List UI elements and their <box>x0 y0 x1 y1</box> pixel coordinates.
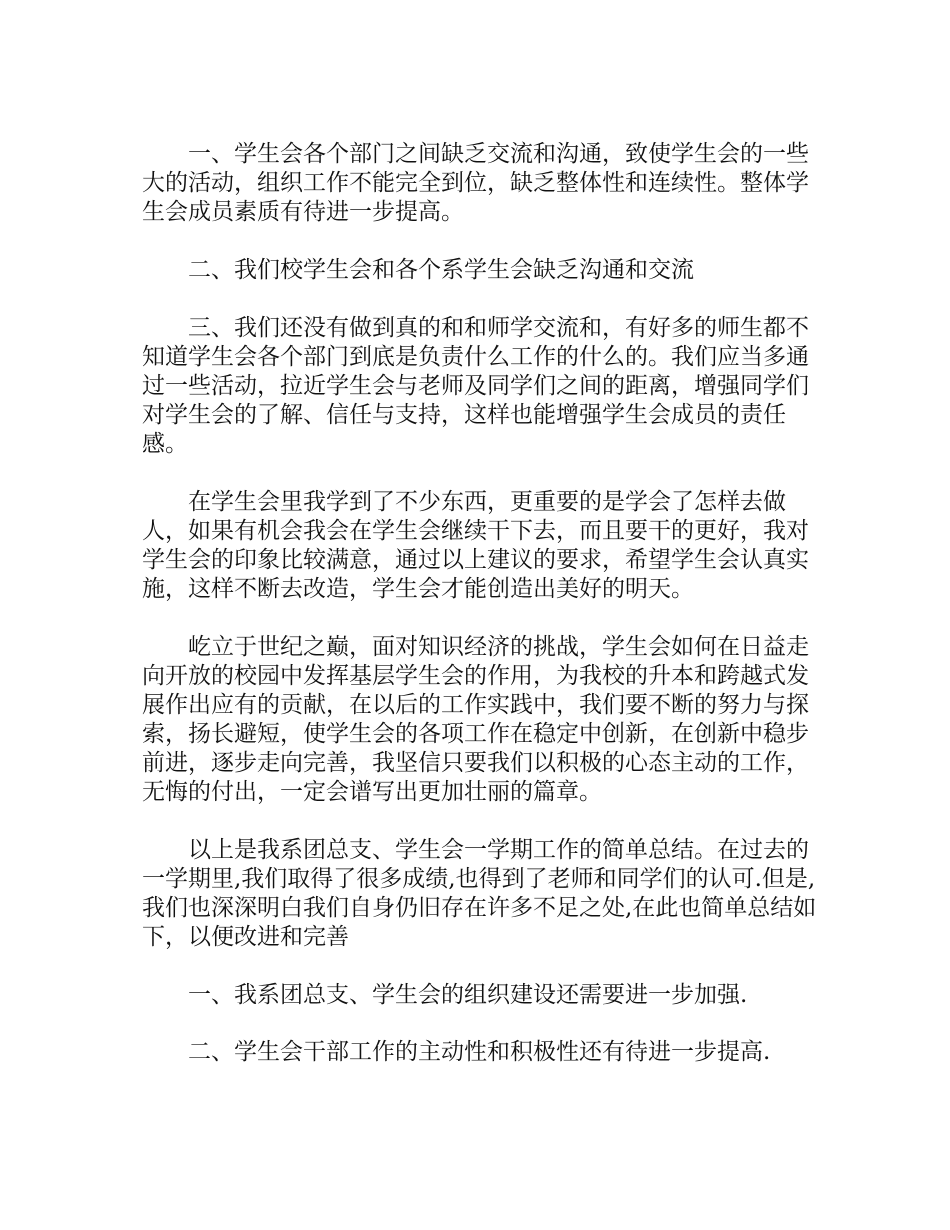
paragraph-2: 二、我们校学生会和各个系学生会缺乏沟通和交流 <box>188 257 694 283</box>
paragraph-7: 一、我系团总支、学生会的组织建设还需要进一步加强. <box>188 982 748 1008</box>
paragraph-8: 二、学生会干部工作的主动性和积极性还有待进一步提高. <box>188 1039 771 1065</box>
paragraph-3: 三、我们还没有做到真的和和师学交流和，有好多的师生都不知道学生会各个部门到底是负责什么工作的什么的。我们应当多通过一些活动，拉近学生会与老师及同学们之间的距离，增强同学们对学生会的了解、信任与支持，这样也能增强学生会成员的责任感。 <box>142 315 809 457</box>
paragraph-6: 以上是我系团总支、学生会一学期工作的简单总结。在过去的一学期里,我们取得了很多成绩,也得到了老师和同学们的认可.但是,我们也深深明白我们自身仍旧存在许多不足之处,在此也简单总结如下，以便改进和完善 <box>142 837 817 950</box>
paragraph-1: 一、学生会各个部门之间缺乏交流和沟通，致使学生会的一些大的活动，组织工作不能完全到位，缺乏整体性和连续性。整体学生会成员素质有待进一步提高。 <box>142 141 809 225</box>
paragraph-4: 在学生会里我学到了不少东西，更重要的是学会了怎样去做人，如果有机会我会在学生会继续干下去，而且要干的更好，我对学生会的印象比较满意，通过以上建议的要求，希望学生会认真实施，这样不断去改造，学生会才能创造出美好的明天。 <box>142 489 809 602</box>
document-body <box>142 140 830 1067</box>
paragraph-5: 屹立于世纪之巅，面对知识经济的挑战，学生会如何在日益走向开放的校园中发挥基层学生会的作用，为我校的升本和跨越式发展作出应有的贡献，在以后的工作实践中，我们要不断的努力与探索，扬长避短，使学生会的各项工作在稳定中创新，在创新中稳步前进，逐步走向完善，我坚信只要我们以积极的心态主动的工作，无悔的付出，一定会谱写出更加壮丽的篇章。 <box>142 634 809 805</box>
